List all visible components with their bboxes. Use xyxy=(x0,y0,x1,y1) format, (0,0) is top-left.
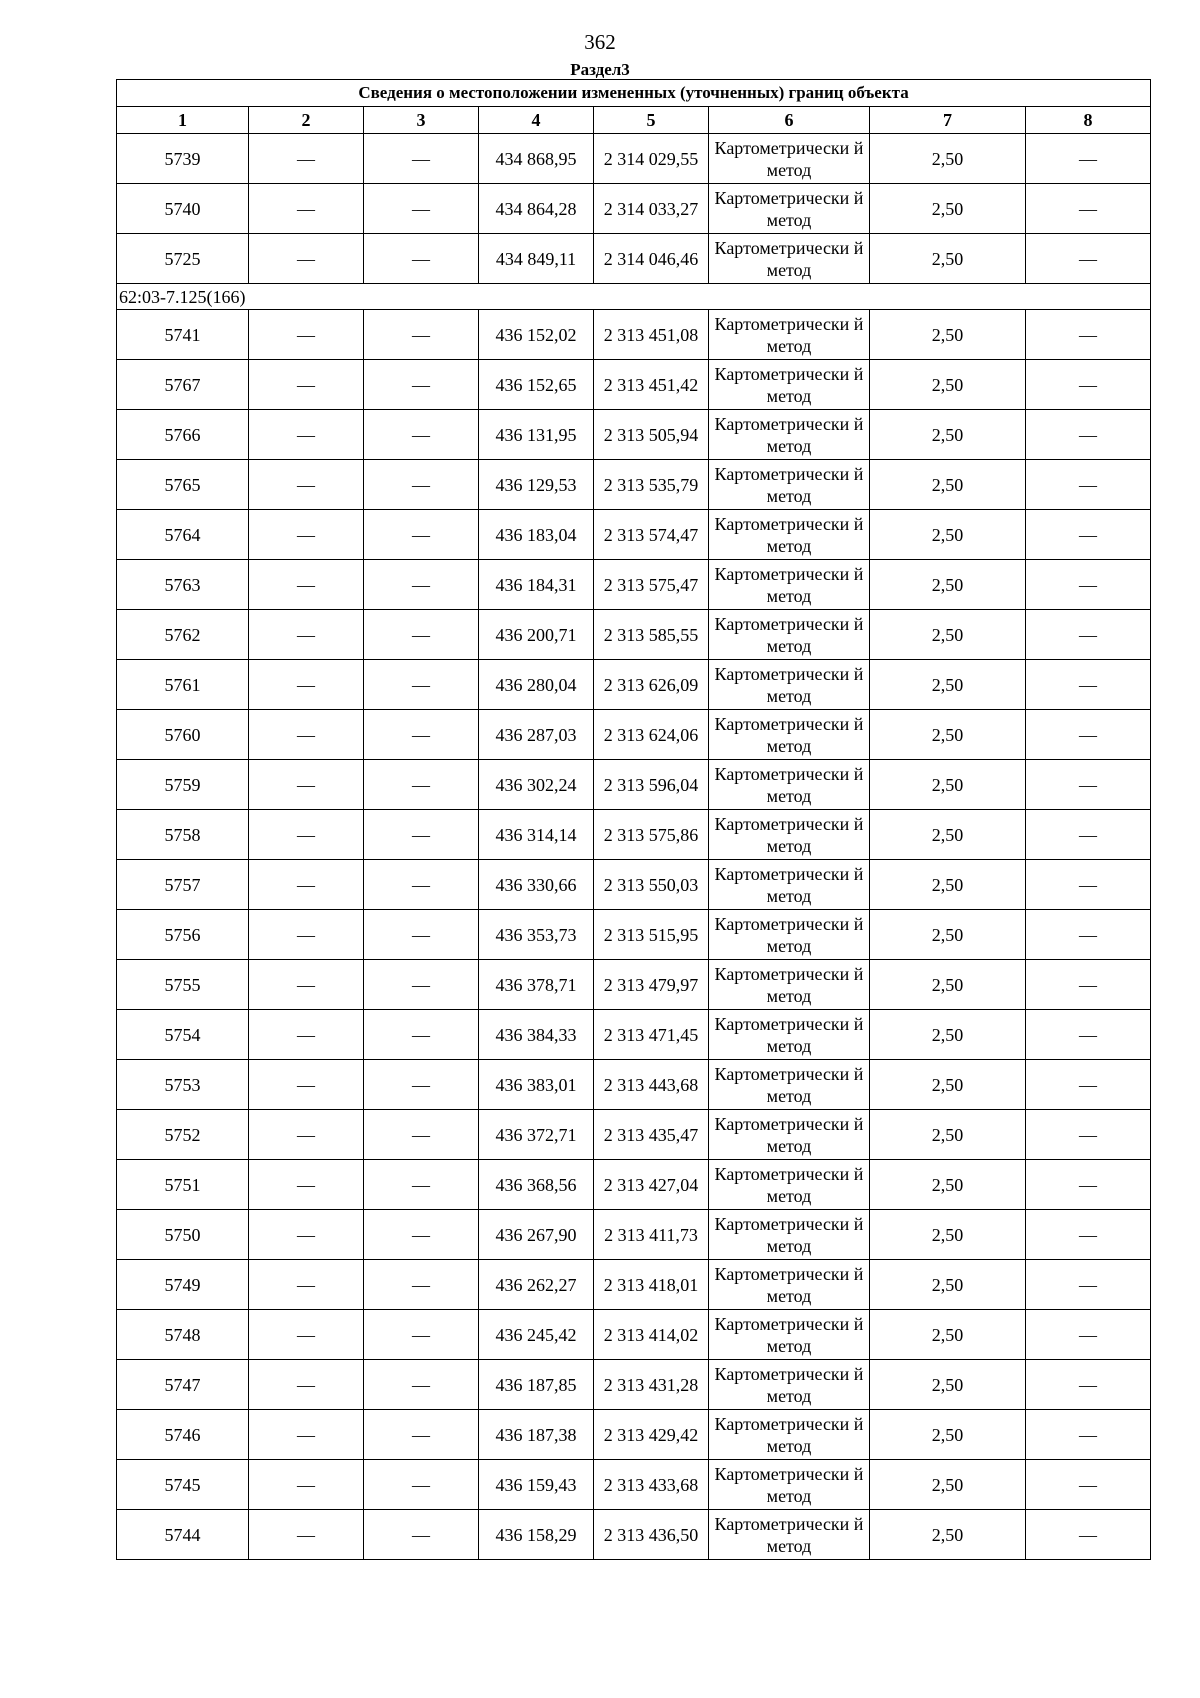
y-coordinate-cell: 2 313 429,42 xyxy=(594,1410,709,1460)
x-coordinate-cell: 434 864,28 xyxy=(479,184,594,234)
empty-dash-cell: — xyxy=(364,1510,479,1560)
empty-dash-cell: — xyxy=(249,184,364,234)
empty-dash-cell: — xyxy=(1026,510,1151,560)
empty-dash-cell: — xyxy=(249,1410,364,1460)
empty-dash-cell: — xyxy=(249,610,364,660)
empty-dash-cell: — xyxy=(364,710,479,760)
empty-dash-cell: — xyxy=(1026,1260,1151,1310)
method-cell: Картометрически й метод xyxy=(709,910,870,960)
table-row xyxy=(117,1410,1151,1460)
method-cell: Картометрически й метод xyxy=(709,1260,870,1310)
empty-dash-cell: — xyxy=(364,460,479,510)
accuracy-cell: 2,50 xyxy=(870,360,1026,410)
empty-dash-cell: — xyxy=(249,1110,364,1160)
point-cell: 5758 xyxy=(117,810,249,860)
empty-dash-cell: — xyxy=(1026,410,1151,460)
method-cell: Картометрически й метод xyxy=(709,1410,870,1460)
method-cell: Картометрически й метод xyxy=(709,810,870,860)
table-row xyxy=(117,760,1151,810)
table-row xyxy=(117,360,1151,410)
x-coordinate-cell: 436 245,42 xyxy=(479,1310,594,1360)
x-coordinate-cell: 436 302,24 xyxy=(479,760,594,810)
group-label: 62:03-7.125(166) xyxy=(117,284,1151,310)
empty-dash-cell: — xyxy=(249,1210,364,1260)
accuracy-cell: 2,50 xyxy=(870,134,1026,184)
empty-dash-cell: — xyxy=(1026,184,1151,234)
x-coordinate-cell: 436 372,71 xyxy=(479,1110,594,1160)
empty-dash-cell: — xyxy=(249,134,364,184)
x-coordinate-cell: 436 280,04 xyxy=(479,660,594,710)
table-row xyxy=(117,1010,1151,1060)
point-cell: 5762 xyxy=(117,610,249,660)
accuracy-cell: 2,50 xyxy=(870,410,1026,460)
table-row xyxy=(117,1260,1151,1310)
y-coordinate-cell: 2 313 596,04 xyxy=(594,760,709,810)
method-cell: Картометрически й метод xyxy=(709,234,870,284)
table-row xyxy=(117,660,1151,710)
point-cell: 5754 xyxy=(117,1010,249,1060)
y-coordinate-cell: 2 313 431,28 xyxy=(594,1360,709,1410)
method-cell: Картометрически й метод xyxy=(709,660,870,710)
column-header-row xyxy=(117,107,1151,134)
empty-dash-cell: — xyxy=(1026,560,1151,610)
coordinates-table xyxy=(116,79,1151,1560)
empty-dash-cell: — xyxy=(249,710,364,760)
empty-dash-cell: — xyxy=(249,760,364,810)
accuracy-cell: 2,50 xyxy=(870,310,1026,360)
table-row xyxy=(117,1110,1151,1160)
y-coordinate-cell: 2 313 575,86 xyxy=(594,810,709,860)
x-coordinate-cell: 436 378,71 xyxy=(479,960,594,1010)
empty-dash-cell: — xyxy=(364,810,479,860)
method-cell: Картометрически й метод xyxy=(709,1510,870,1560)
table-row xyxy=(117,134,1151,184)
accuracy-cell: 2,50 xyxy=(870,510,1026,560)
empty-dash-cell: — xyxy=(249,510,364,560)
x-coordinate-cell: 436 184,31 xyxy=(479,560,594,610)
point-cell: 5766 xyxy=(117,410,249,460)
method-cell: Картометрически й метод xyxy=(709,860,870,910)
empty-dash-cell: — xyxy=(364,1210,479,1260)
method-cell: Картометрически й метод xyxy=(709,1310,870,1360)
y-coordinate-cell: 2 313 411,73 xyxy=(594,1210,709,1260)
y-coordinate-cell: 2 313 574,47 xyxy=(594,510,709,560)
empty-dash-cell: — xyxy=(364,510,479,560)
empty-dash-cell: — xyxy=(1026,1410,1151,1460)
method-cell: Картометрически й метод xyxy=(709,960,870,1010)
empty-dash-cell: — xyxy=(249,1510,364,1560)
accuracy-cell: 2,50 xyxy=(870,1360,1026,1410)
x-coordinate-cell: 436 187,38 xyxy=(479,1410,594,1460)
empty-dash-cell: — xyxy=(249,360,364,410)
empty-dash-cell: — xyxy=(249,860,364,910)
x-coordinate-cell: 436 368,56 xyxy=(479,1160,594,1210)
point-cell: 5746 xyxy=(117,1410,249,1460)
empty-dash-cell: — xyxy=(249,460,364,510)
method-cell: Картометрически й метод xyxy=(709,1160,870,1210)
accuracy-cell: 2,50 xyxy=(870,1160,1026,1210)
method-cell: Картометрически й метод xyxy=(709,310,870,360)
y-coordinate-cell: 2 314 046,46 xyxy=(594,234,709,284)
y-coordinate-cell: 2 313 418,01 xyxy=(594,1260,709,1310)
empty-dash-cell: — xyxy=(1026,1110,1151,1160)
empty-dash-cell: — xyxy=(364,660,479,710)
empty-dash-cell: — xyxy=(249,1260,364,1310)
method-cell: Картометрически й метод xyxy=(709,560,870,610)
x-coordinate-cell: 436 287,03 xyxy=(479,710,594,760)
empty-dash-cell: — xyxy=(364,410,479,460)
accuracy-cell: 2,50 xyxy=(870,660,1026,710)
method-cell: Картометрически й метод xyxy=(709,610,870,660)
empty-dash-cell: — xyxy=(364,610,479,660)
x-coordinate-cell: 436 262,27 xyxy=(479,1260,594,1310)
empty-dash-cell: — xyxy=(1026,1360,1151,1410)
method-cell: Картометрически й метод xyxy=(709,710,870,760)
empty-dash-cell: — xyxy=(1026,1210,1151,1260)
table-row xyxy=(117,310,1151,360)
y-coordinate-cell: 2 313 443,68 xyxy=(594,1060,709,1110)
y-coordinate-cell: 2 313 451,08 xyxy=(594,310,709,360)
empty-dash-cell: — xyxy=(364,1160,479,1210)
point-cell: 5751 xyxy=(117,1160,249,1210)
empty-dash-cell: — xyxy=(1026,1060,1151,1110)
empty-dash-cell: — xyxy=(1026,1160,1151,1210)
y-coordinate-cell: 2 313 471,45 xyxy=(594,1010,709,1060)
x-coordinate-cell: 436 353,73 xyxy=(479,910,594,960)
point-cell: 5759 xyxy=(117,760,249,810)
method-cell: Картометрически й метод xyxy=(709,360,870,410)
point-cell: 5725 xyxy=(117,234,249,284)
method-cell: Картометрически й метод xyxy=(709,1460,870,1510)
method-cell: Картометрически й метод xyxy=(709,184,870,234)
y-coordinate-cell: 2 313 435,47 xyxy=(594,1110,709,1160)
x-coordinate-cell: 436 159,43 xyxy=(479,1460,594,1510)
table-row xyxy=(117,184,1151,234)
empty-dash-cell: — xyxy=(1026,710,1151,760)
y-coordinate-cell: 2 313 505,94 xyxy=(594,410,709,460)
empty-dash-cell: — xyxy=(364,760,479,810)
empty-dash-cell: — xyxy=(1026,910,1151,960)
y-coordinate-cell: 2 313 414,02 xyxy=(594,1310,709,1360)
empty-dash-cell: — xyxy=(364,910,479,960)
point-cell: 5764 xyxy=(117,510,249,560)
empty-dash-cell: — xyxy=(249,1460,364,1510)
column-header: 4 xyxy=(479,107,594,134)
page-number: 362 xyxy=(584,30,616,54)
table-row xyxy=(117,510,1151,560)
y-coordinate-cell: 2 314 033,27 xyxy=(594,184,709,234)
method-cell: Картометрически й метод xyxy=(709,510,870,560)
method-cell: Картометрически й метод xyxy=(709,1010,870,1060)
point-cell: 5765 xyxy=(117,460,249,510)
method-cell: Картометрически й метод xyxy=(709,1110,870,1160)
point-cell: 5761 xyxy=(117,660,249,710)
x-coordinate-cell: 436 383,01 xyxy=(479,1060,594,1110)
empty-dash-cell: — xyxy=(249,660,364,710)
empty-dash-cell: — xyxy=(1026,1310,1151,1360)
empty-dash-cell: — xyxy=(1026,1460,1151,1510)
x-coordinate-cell: 436 152,65 xyxy=(479,360,594,410)
y-coordinate-cell: 2 313 451,42 xyxy=(594,360,709,410)
empty-dash-cell: — xyxy=(364,560,479,610)
accuracy-cell: 2,50 xyxy=(870,710,1026,760)
point-cell: 5744 xyxy=(117,1510,249,1560)
table-row xyxy=(117,710,1151,760)
accuracy-cell: 2,50 xyxy=(870,1260,1026,1310)
table-row xyxy=(117,810,1151,860)
x-coordinate-cell: 436 158,29 xyxy=(479,1510,594,1560)
empty-dash-cell: — xyxy=(364,1060,479,1110)
empty-dash-cell: — xyxy=(364,1010,479,1060)
empty-dash-cell: — xyxy=(364,1360,479,1410)
point-cell: 5767 xyxy=(117,360,249,410)
empty-dash-cell: — xyxy=(364,234,479,284)
accuracy-cell: 2,50 xyxy=(870,234,1026,284)
y-coordinate-cell: 2 314 029,55 xyxy=(594,134,709,184)
x-coordinate-cell: 436 200,71 xyxy=(479,610,594,660)
empty-dash-cell: — xyxy=(1026,960,1151,1010)
point-cell: 5753 xyxy=(117,1060,249,1110)
column-header: 2 xyxy=(249,107,364,134)
empty-dash-cell: — xyxy=(1026,1010,1151,1060)
y-coordinate-cell: 2 313 626,09 xyxy=(594,660,709,710)
point-cell: 5755 xyxy=(117,960,249,1010)
y-coordinate-cell: 2 313 585,55 xyxy=(594,610,709,660)
accuracy-cell: 2,50 xyxy=(870,460,1026,510)
empty-dash-cell: — xyxy=(249,1310,364,1360)
empty-dash-cell: — xyxy=(1026,234,1151,284)
y-coordinate-cell: 2 313 433,68 xyxy=(594,1460,709,1510)
y-coordinate-cell: 2 313 535,79 xyxy=(594,460,709,510)
table-row xyxy=(117,860,1151,910)
empty-dash-cell: — xyxy=(1026,310,1151,360)
accuracy-cell: 2,50 xyxy=(870,560,1026,610)
table-row xyxy=(117,1360,1151,1410)
table-row xyxy=(117,1060,1151,1110)
empty-dash-cell: — xyxy=(1026,660,1151,710)
point-cell: 5757 xyxy=(117,860,249,910)
accuracy-cell: 2,50 xyxy=(870,184,1026,234)
column-header: 1 xyxy=(117,107,249,134)
empty-dash-cell: — xyxy=(249,1060,364,1110)
empty-dash-cell: — xyxy=(1026,860,1151,910)
point-cell: 5750 xyxy=(117,1210,249,1260)
empty-dash-cell: — xyxy=(249,960,364,1010)
point-cell: 5739 xyxy=(117,134,249,184)
y-coordinate-cell: 2 313 479,97 xyxy=(594,960,709,1010)
table-row xyxy=(117,1210,1151,1260)
table-row xyxy=(117,1460,1151,1510)
empty-dash-cell: — xyxy=(249,410,364,460)
accuracy-cell: 2,50 xyxy=(870,1060,1026,1110)
point-cell: 5741 xyxy=(117,310,249,360)
x-coordinate-cell: 436 330,66 xyxy=(479,860,594,910)
table-row xyxy=(117,410,1151,460)
column-header: 7 xyxy=(870,107,1026,134)
table-row xyxy=(117,960,1151,1010)
table-caption-row xyxy=(117,80,1151,107)
empty-dash-cell: — xyxy=(1026,1510,1151,1560)
x-coordinate-cell: 434 868,95 xyxy=(479,134,594,184)
accuracy-cell: 2,50 xyxy=(870,860,1026,910)
x-coordinate-cell: 436 131,95 xyxy=(479,410,594,460)
x-coordinate-cell: 436 152,02 xyxy=(479,310,594,360)
point-cell: 5760 xyxy=(117,710,249,760)
section-title: Раздел3 xyxy=(570,60,630,79)
empty-dash-cell: — xyxy=(249,560,364,610)
table-row xyxy=(117,610,1151,660)
empty-dash-cell: — xyxy=(364,134,479,184)
table-row xyxy=(117,1510,1151,1560)
method-cell: Картометрически й метод xyxy=(709,410,870,460)
table-caption: Сведения о местоположении измененных (уточненных) границ объекта xyxy=(117,80,1151,107)
x-coordinate-cell: 436 183,04 xyxy=(479,510,594,560)
accuracy-cell: 2,50 xyxy=(870,960,1026,1010)
accuracy-cell: 2,50 xyxy=(870,1410,1026,1460)
empty-dash-cell: — xyxy=(364,1460,479,1510)
accuracy-cell: 2,50 xyxy=(870,610,1026,660)
empty-dash-cell: — xyxy=(364,360,479,410)
point-cell: 5756 xyxy=(117,910,249,960)
y-coordinate-cell: 2 313 515,95 xyxy=(594,910,709,960)
y-coordinate-cell: 2 313 427,04 xyxy=(594,1160,709,1210)
empty-dash-cell: — xyxy=(364,1410,479,1460)
empty-dash-cell: — xyxy=(364,960,479,1010)
x-coordinate-cell: 434 849,11 xyxy=(479,234,594,284)
empty-dash-cell: — xyxy=(249,310,364,360)
empty-dash-cell: — xyxy=(364,1310,479,1360)
y-coordinate-cell: 2 313 624,06 xyxy=(594,710,709,760)
y-coordinate-cell: 2 313 436,50 xyxy=(594,1510,709,1560)
empty-dash-cell: — xyxy=(1026,360,1151,410)
accuracy-cell: 2,50 xyxy=(870,910,1026,960)
y-coordinate-cell: 2 313 550,03 xyxy=(594,860,709,910)
accuracy-cell: 2,50 xyxy=(870,1010,1026,1060)
empty-dash-cell: — xyxy=(1026,610,1151,660)
table-row xyxy=(117,234,1151,284)
accuracy-cell: 2,50 xyxy=(870,1110,1026,1160)
empty-dash-cell: — xyxy=(1026,134,1151,184)
method-cell: Картометрически й метод xyxy=(709,760,870,810)
point-cell: 5747 xyxy=(117,1360,249,1410)
empty-dash-cell: — xyxy=(1026,760,1151,810)
point-cell: 5748 xyxy=(117,1310,249,1360)
method-cell: Картометрически й метод xyxy=(709,1060,870,1110)
empty-dash-cell: — xyxy=(364,860,479,910)
y-coordinate-cell: 2 313 575,47 xyxy=(594,560,709,610)
method-cell: Картометрически й метод xyxy=(709,460,870,510)
empty-dash-cell: — xyxy=(364,184,479,234)
empty-dash-cell: — xyxy=(1026,460,1151,510)
point-cell: 5763 xyxy=(117,560,249,610)
empty-dash-cell: — xyxy=(364,1260,479,1310)
empty-dash-cell: — xyxy=(364,1110,479,1160)
accuracy-cell: 2,50 xyxy=(870,810,1026,860)
column-header: 5 xyxy=(594,107,709,134)
table-row xyxy=(117,460,1151,510)
empty-dash-cell: — xyxy=(249,910,364,960)
x-coordinate-cell: 436 267,90 xyxy=(479,1210,594,1260)
accuracy-cell: 2,50 xyxy=(870,1460,1026,1510)
point-cell: 5752 xyxy=(117,1110,249,1160)
table-row xyxy=(117,560,1151,610)
accuracy-cell: 2,50 xyxy=(870,1210,1026,1260)
point-cell: 5749 xyxy=(117,1260,249,1310)
accuracy-cell: 2,50 xyxy=(870,760,1026,810)
empty-dash-cell: — xyxy=(364,310,479,360)
empty-dash-cell: — xyxy=(249,1160,364,1210)
group-row xyxy=(117,284,1151,310)
x-coordinate-cell: 436 384,33 xyxy=(479,1010,594,1060)
column-header: 3 xyxy=(364,107,479,134)
accuracy-cell: 2,50 xyxy=(870,1310,1026,1360)
point-cell: 5740 xyxy=(117,184,249,234)
table-row xyxy=(117,1160,1151,1210)
method-cell: Картометрически й метод xyxy=(709,134,870,184)
empty-dash-cell: — xyxy=(249,234,364,284)
accuracy-cell: 2,50 xyxy=(870,1510,1026,1560)
empty-dash-cell: — xyxy=(249,1010,364,1060)
empty-dash-cell: — xyxy=(249,810,364,860)
x-coordinate-cell: 436 314,14 xyxy=(479,810,594,860)
column-header: 6 xyxy=(709,107,870,134)
x-coordinate-cell: 436 129,53 xyxy=(479,460,594,510)
table-row xyxy=(117,1310,1151,1360)
empty-dash-cell: — xyxy=(249,1360,364,1410)
empty-dash-cell: — xyxy=(1026,810,1151,860)
point-cell: 5745 xyxy=(117,1460,249,1510)
column-header: 8 xyxy=(1026,107,1151,134)
table-row xyxy=(117,910,1151,960)
method-cell: Картометрически й метод xyxy=(709,1360,870,1410)
method-cell: Картометрически й метод xyxy=(709,1210,870,1260)
x-coordinate-cell: 436 187,85 xyxy=(479,1360,594,1410)
